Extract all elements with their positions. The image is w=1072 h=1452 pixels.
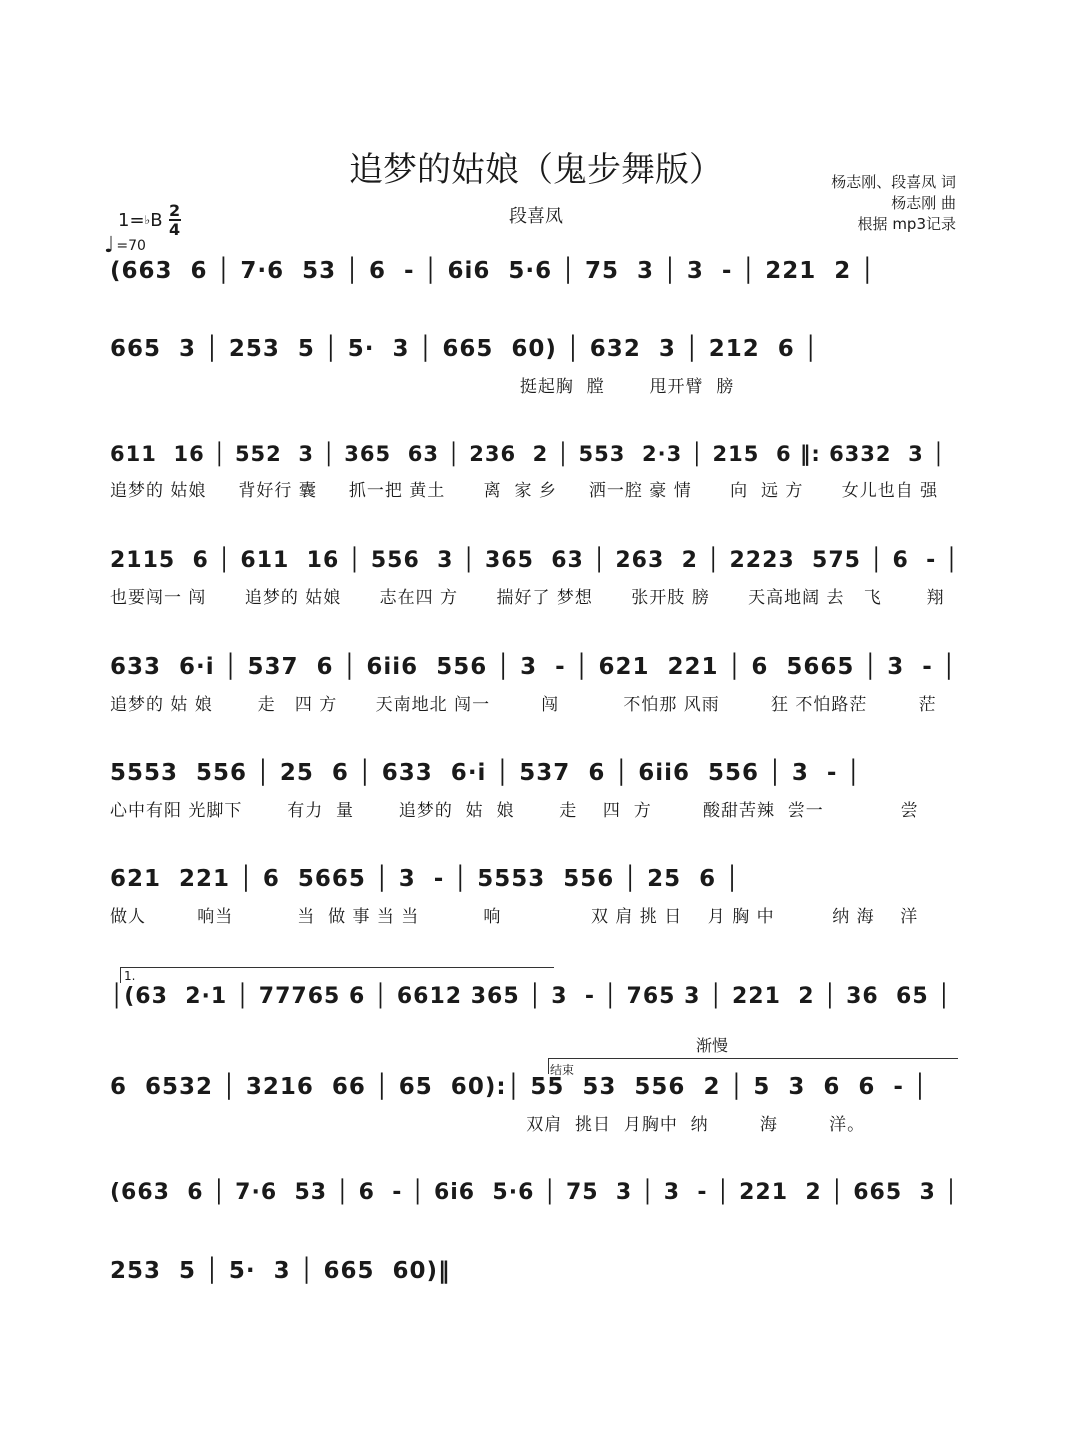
lyrics-line: 挺起胸 膛 甩开臂 膀 bbox=[110, 377, 735, 397]
notation-line: 665 3 │ 253 5 │ 5· 3 │ 665 60) │ 632 3 │ 212 6 │ bbox=[110, 336, 819, 362]
lyrics-line: 也要闯一 闯 追梦的 姑娘 志在四 方 揣好了 梦想 张开肢 膀 天高地阔 去 飞 翔 bbox=[110, 588, 945, 608]
song-title: 追梦的姑娘（鬼步舞版） bbox=[349, 150, 723, 190]
ending-bracket-left bbox=[120, 967, 121, 983]
lyricist-credit: 杨志刚、段喜凤 词 bbox=[831, 173, 956, 191]
system-6 bbox=[110, 760, 962, 821]
system-7 bbox=[110, 866, 962, 927]
system-4 bbox=[110, 548, 962, 608]
system-8 bbox=[110, 984, 962, 1009]
notation-line: 621 221 │ 6 5665 │ 3 - │ 5553 556 │ 25 6 │ bbox=[110, 866, 740, 892]
flat-symbol: ♭ bbox=[144, 213, 151, 227]
notation-line: (663 6 │ 7·6 53 │ 6 - │ 6i6 5·6 │ 75 3 │ 3 - │ 221 2 │ 665 3 │ bbox=[110, 1180, 959, 1205]
notation-line: 6 6532 │ 3216 66 │ 65 60):│ 55 53 556 2 │ 5 3 6 6 - │ bbox=[110, 1074, 928, 1100]
system-11 bbox=[110, 1258, 962, 1284]
notation-line: 5553 556 │ 25 6 │ 633 6·i │ 537 6 │ 6ii6 556 │ 3 - │ bbox=[110, 760, 862, 786]
tempo-mark bbox=[104, 233, 146, 258]
system-1 bbox=[110, 258, 962, 294]
source-credit: 根据 mp3记录 bbox=[857, 215, 956, 233]
lyrics-line: 追梦的 姑娘 背好行 囊 抓一把 黄土 离 家 乡 洒一腔 豪 情 向 远 方 女儿也自 强 bbox=[110, 481, 939, 501]
key-prefix: 1= bbox=[118, 209, 145, 231]
time-signature bbox=[169, 202, 181, 238]
notation-line: 2115 6 │ 611 16 │ 556 3 │ 365 63 │ 263 2 │ 2223 575 │ 6 - │ bbox=[110, 548, 960, 573]
ending-1-label: 1. bbox=[124, 969, 136, 983]
system-9 bbox=[110, 1074, 962, 1135]
lyrics-line: 心中有阳 光脚下 有力 量 追梦的 姑 娘 走 四 方 酸甜苦辣 尝一 尝 bbox=[110, 801, 919, 821]
lyrics-line: 做人 响当 当 做 事 当 当 响 双 肩 挑 日 月 胸 中 纳 海 洋 bbox=[110, 907, 919, 927]
credits bbox=[831, 172, 956, 235]
notation-line: 611 16 │ 552 3 │ 365 63 │ 236 2 │ 553 2·3 │ 215 6 ‖: 6332 3 │ bbox=[110, 442, 946, 466]
notation-line: 253 5 │ 5· 3 │ 665 60)‖ bbox=[110, 1258, 451, 1284]
key-note: B bbox=[150, 209, 163, 231]
system-10 bbox=[110, 1180, 962, 1205]
notation-line: (663 6 │ 7·6 53 │ 6 - │ 6i6 5·6 │ 75 3 │ 3 - │ 221 2 │ bbox=[110, 258, 876, 284]
composer-credit: 杨志刚 曲 bbox=[891, 194, 956, 212]
meter-top: 2 bbox=[169, 201, 181, 220]
system-5 bbox=[110, 654, 962, 715]
lyrics-line: 双肩 挑日 月胸中 纳 海 洋。 bbox=[110, 1115, 866, 1135]
meter-bottom: 4 bbox=[169, 220, 181, 239]
end-bracket-left bbox=[548, 1058, 549, 1074]
lyrics-line: 追梦的 姑 娘 走 四 方 天南地北 闯一 闯 不怕那 风雨 狂 不怕路茫 茫 bbox=[110, 695, 937, 715]
ending-bracket bbox=[120, 967, 554, 968]
notation-line: 633 6·i │ 537 6 │ 6ii6 556 │ 3 - │ 621 221 │ 6 5665 │ 3 - │ bbox=[110, 654, 957, 680]
notation-line: │(63 2·1 │ 77765 6 │ 6612 365 │ 3 - │ 765 3 │ 221 2 │ 36 65 │ bbox=[110, 984, 952, 1009]
singer-name: 段喜凤 bbox=[509, 206, 563, 227]
ending-end-label: 结束 bbox=[550, 1063, 575, 1077]
system-3 bbox=[110, 442, 962, 501]
system-2 bbox=[110, 336, 962, 397]
tempo-value: =70 bbox=[116, 237, 146, 254]
end-bracket bbox=[548, 1058, 958, 1059]
ritardando-mark: 渐慢 bbox=[696, 1036, 729, 1055]
quarter-note-icon: ♩ bbox=[104, 233, 115, 258]
